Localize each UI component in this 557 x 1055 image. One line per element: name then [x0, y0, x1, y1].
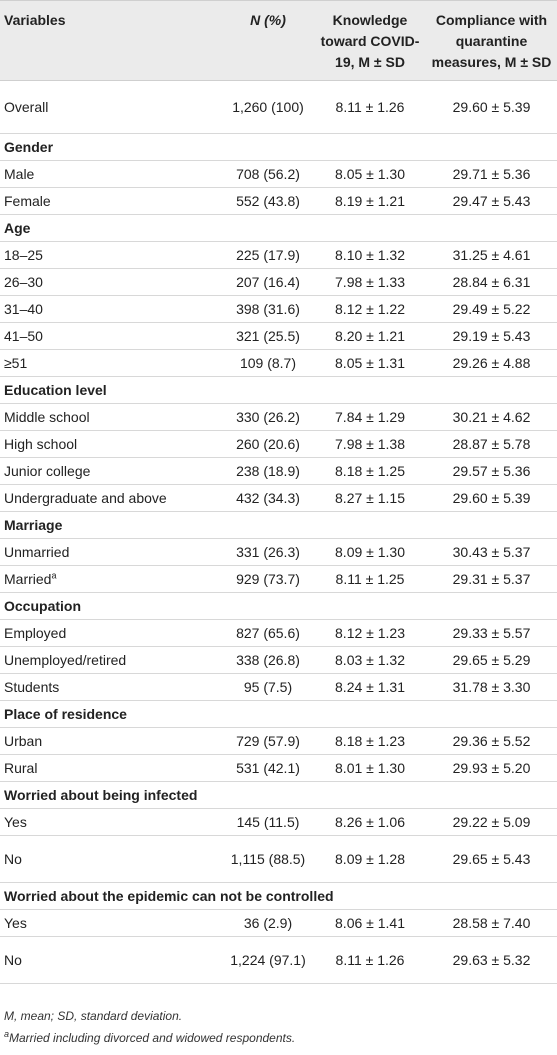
table-row: [0, 485, 557, 512]
row-knowledge: 7.84 ± 1.29: [335, 408, 405, 425]
row-label: [0, 458, 222, 485]
row-compliance: 29.33 ± 5.57: [452, 624, 531, 641]
row-n: 338 (26.8): [236, 651, 300, 668]
row-label-text: 18–25: [4, 246, 43, 263]
row-label: [0, 910, 222, 937]
row-compliance: 29.65 ± 5.43: [452, 850, 531, 867]
row-compliance: 31.25 ± 4.61: [452, 246, 531, 263]
row-n: 145 (11.5): [236, 813, 300, 830]
row-label-text: ≥51: [4, 354, 28, 371]
row-label-text: 26–30: [4, 273, 43, 290]
section-header-row: [0, 883, 557, 910]
row-label-text: Married: [4, 570, 52, 587]
row-knowledge: 8.24 ± 1.31: [335, 678, 405, 695]
row-label: [0, 755, 222, 782]
row-knowledge: 8.05 ± 1.30: [335, 165, 405, 182]
row-n: 321 (25.5): [236, 327, 300, 344]
table-row: [0, 539, 557, 566]
row-compliance: 29.63 ± 5.32: [452, 951, 531, 968]
row-compliance: 29.36 ± 5.52: [452, 732, 531, 749]
table-row: [0, 296, 557, 323]
row-n: 432 (34.3): [236, 489, 300, 506]
row-knowledge: 8.03 ± 1.32: [335, 651, 405, 668]
section-title: Education level: [4, 381, 107, 398]
row-n: 398 (31.6): [236, 300, 300, 317]
row-compliance: 28.58 ± 7.40: [452, 914, 531, 931]
table-row: [0, 161, 557, 188]
section-title: Worried about the epidemic can not be controlled: [4, 887, 334, 904]
row-label: [0, 188, 222, 215]
row-n: 1,115 (88.5): [230, 850, 306, 867]
row-label: [0, 674, 222, 701]
table-row: [0, 458, 557, 485]
row-label: [0, 323, 222, 350]
row-label-text: Students: [4, 678, 60, 695]
row-n: 331 (26.3): [236, 543, 300, 560]
table-notes: [4, 1005, 295, 1049]
row-n: 827 (65.6): [236, 624, 300, 641]
row-n: 95 (7.5): [243, 678, 293, 695]
section-title: Occupation: [4, 597, 82, 614]
footnote-text: Married including divorced and widowed respondents.: [9, 1031, 296, 1045]
table-row: [0, 404, 557, 431]
row-n: 36 (2.9): [243, 914, 293, 931]
row-knowledge: 8.18 ± 1.23: [335, 732, 405, 749]
section-title: Place of residence: [4, 705, 127, 722]
row-knowledge: 8.18 ± 1.25: [335, 462, 405, 479]
row-knowledge: 8.01 ± 1.30: [335, 759, 405, 776]
row-label: [0, 404, 222, 431]
table-row: [0, 937, 557, 984]
row-knowledge: 8.12 ± 1.22: [335, 300, 405, 317]
row-knowledge: 8.06 ± 1.41: [335, 914, 405, 931]
table-row: [0, 431, 557, 458]
row-label: [0, 647, 222, 674]
row-n: 929 (73.7): [236, 570, 300, 587]
row-compliance: 29.71 ± 5.36: [452, 165, 531, 182]
abbreviation-note: M, mean; SD, standard deviation.: [4, 1009, 183, 1023]
row-knowledge: 8.09 ± 1.30: [335, 543, 405, 560]
row-compliance: 30.43 ± 5.37: [452, 543, 531, 560]
row-knowledge: 8.26 ± 1.06: [335, 813, 405, 830]
row-compliance: 29.65 ± 5.29: [452, 651, 531, 668]
table-row: [0, 242, 557, 269]
row-knowledge: 8.10 ± 1.32: [335, 246, 405, 263]
row-compliance: 29.26 ± 4.88: [452, 354, 531, 371]
row-compliance: 29.60 ± 5.39: [452, 98, 531, 115]
section-title: Marriage: [4, 516, 63, 533]
header-knowledge: Knowledge toward COVID-19, M ± SD: [320, 12, 420, 70]
row-label-text: Junior college: [4, 462, 91, 479]
row-compliance: 29.31 ± 5.37: [452, 570, 531, 587]
row-label-text: Yes: [4, 914, 27, 931]
row-label-text: Urban: [4, 732, 43, 749]
row-knowledge: 8.20 ± 1.21: [335, 327, 405, 344]
row-knowledge: 7.98 ± 1.38: [335, 435, 405, 452]
row-label-text: Male: [4, 165, 35, 182]
row-label-text: Undergraduate and above: [4, 489, 167, 506]
row-n: 708 (56.2): [236, 165, 300, 182]
row-label: [0, 809, 222, 836]
table-row: [0, 836, 557, 883]
header-row: [0, 1, 557, 81]
table-row: [0, 674, 557, 701]
row-n: 552 (43.8): [236, 192, 300, 209]
table-row: [0, 647, 557, 674]
row-knowledge: 8.11 ± 1.26: [335, 98, 405, 115]
row-label: [0, 269, 222, 296]
row-label-text: No: [4, 951, 22, 968]
table-row: [0, 323, 557, 350]
row-compliance: 29.19 ± 5.43: [452, 327, 531, 344]
row-label-text: 41–50: [4, 327, 43, 344]
row-label-text: Unmarried: [4, 543, 70, 560]
row-n: 207 (16.4): [236, 273, 300, 290]
table-row: [0, 910, 557, 937]
row-label-text: High school: [4, 435, 78, 452]
row-label: [0, 161, 222, 188]
section-header-row: [0, 782, 557, 809]
table-row: [0, 350, 557, 377]
section-header-row: [0, 701, 557, 728]
section-title: Worried about being infected: [4, 786, 198, 803]
table-row: [0, 566, 557, 593]
row-compliance: 29.93 ± 5.20: [452, 759, 531, 776]
overall-row: [0, 81, 557, 134]
row-n: 1,224 (97.1): [230, 951, 306, 968]
row-knowledge: 8.12 ± 1.23: [335, 624, 405, 641]
row-label: [0, 431, 222, 458]
section-header-row: [0, 512, 557, 539]
row-label-text: Unemployed/retired: [4, 651, 127, 668]
row-n: 330 (26.2): [236, 408, 300, 425]
row-knowledge: 8.09 ± 1.28: [335, 850, 405, 867]
table-row: [0, 269, 557, 296]
row-label-text: Middle school: [4, 408, 90, 425]
row-label: [0, 620, 222, 647]
table-row: [0, 809, 557, 836]
row-n: 729 (57.9): [236, 732, 300, 749]
header-n-percent: N (%): [250, 12, 286, 28]
row-n: 260 (20.6): [236, 435, 300, 452]
row-label-text: Female: [4, 192, 51, 209]
table-row: [0, 620, 557, 647]
table-body: [0, 81, 557, 984]
row-compliance: 29.57 ± 5.36: [452, 462, 531, 479]
row-label: [0, 937, 222, 984]
row-compliance: 28.84 ± 6.31: [452, 273, 531, 290]
row-label-text: Employed: [4, 624, 67, 641]
row-label: [0, 296, 222, 323]
footnote: [4, 1027, 295, 1049]
row-n: 109 (8.7): [239, 354, 297, 371]
row-label-text: No: [4, 850, 22, 867]
row-label: [0, 539, 222, 566]
section-title: Age: [4, 219, 31, 236]
header-compliance: Compliance with quarantine measures, M ± SD: [431, 12, 552, 70]
section-header-row: [0, 134, 557, 161]
row-label: [0, 728, 222, 755]
section-header-row: [0, 215, 557, 242]
table-row: [0, 755, 557, 782]
row-knowledge: 7.98 ± 1.33: [335, 273, 405, 290]
row-compliance: 29.49 ± 5.22: [452, 300, 531, 317]
row-label-text: 31–40: [4, 300, 43, 317]
row-n: 225 (17.9): [236, 246, 300, 263]
section-header-row: [0, 377, 557, 404]
row-label: [0, 566, 222, 593]
row-label-text: Rural: [4, 759, 38, 776]
footnote-mark: a: [4, 1029, 10, 1039]
row-knowledge: 8.27 ± 1.15: [335, 489, 405, 506]
row-n: 1,260 (100): [232, 98, 304, 115]
row-label: [0, 242, 222, 269]
row-compliance: 28.87 ± 5.78: [452, 435, 531, 452]
section-title: Gender: [4, 138, 54, 155]
table-row: [0, 188, 557, 215]
row-label: Overall: [4, 98, 49, 115]
row-n: 238 (18.9): [236, 462, 300, 479]
row-compliance: 29.60 ± 5.39: [452, 489, 531, 506]
row-label: [0, 350, 222, 377]
table-row: [0, 728, 557, 755]
row-n: 531 (42.1): [236, 759, 300, 776]
row-label-text: Yes: [4, 813, 27, 830]
row-knowledge: 8.11 ± 1.25: [335, 570, 405, 587]
section-header-row: [0, 593, 557, 620]
row-label: [0, 836, 222, 883]
row-compliance: 31.78 ± 3.30: [452, 678, 531, 695]
row-knowledge: 8.05 ± 1.31: [335, 354, 405, 371]
header-variables: Variables: [4, 12, 66, 28]
row-knowledge: 8.19 ± 1.21: [335, 192, 405, 209]
row-compliance: 29.22 ± 5.09: [452, 813, 531, 830]
row-knowledge: 8.11 ± 1.26: [335, 951, 405, 968]
row-compliance: 29.47 ± 5.43: [452, 192, 531, 209]
row-label: [0, 485, 222, 512]
row-compliance: 30.21 ± 4.62: [452, 408, 531, 425]
footnote-mark: a: [51, 569, 57, 580]
